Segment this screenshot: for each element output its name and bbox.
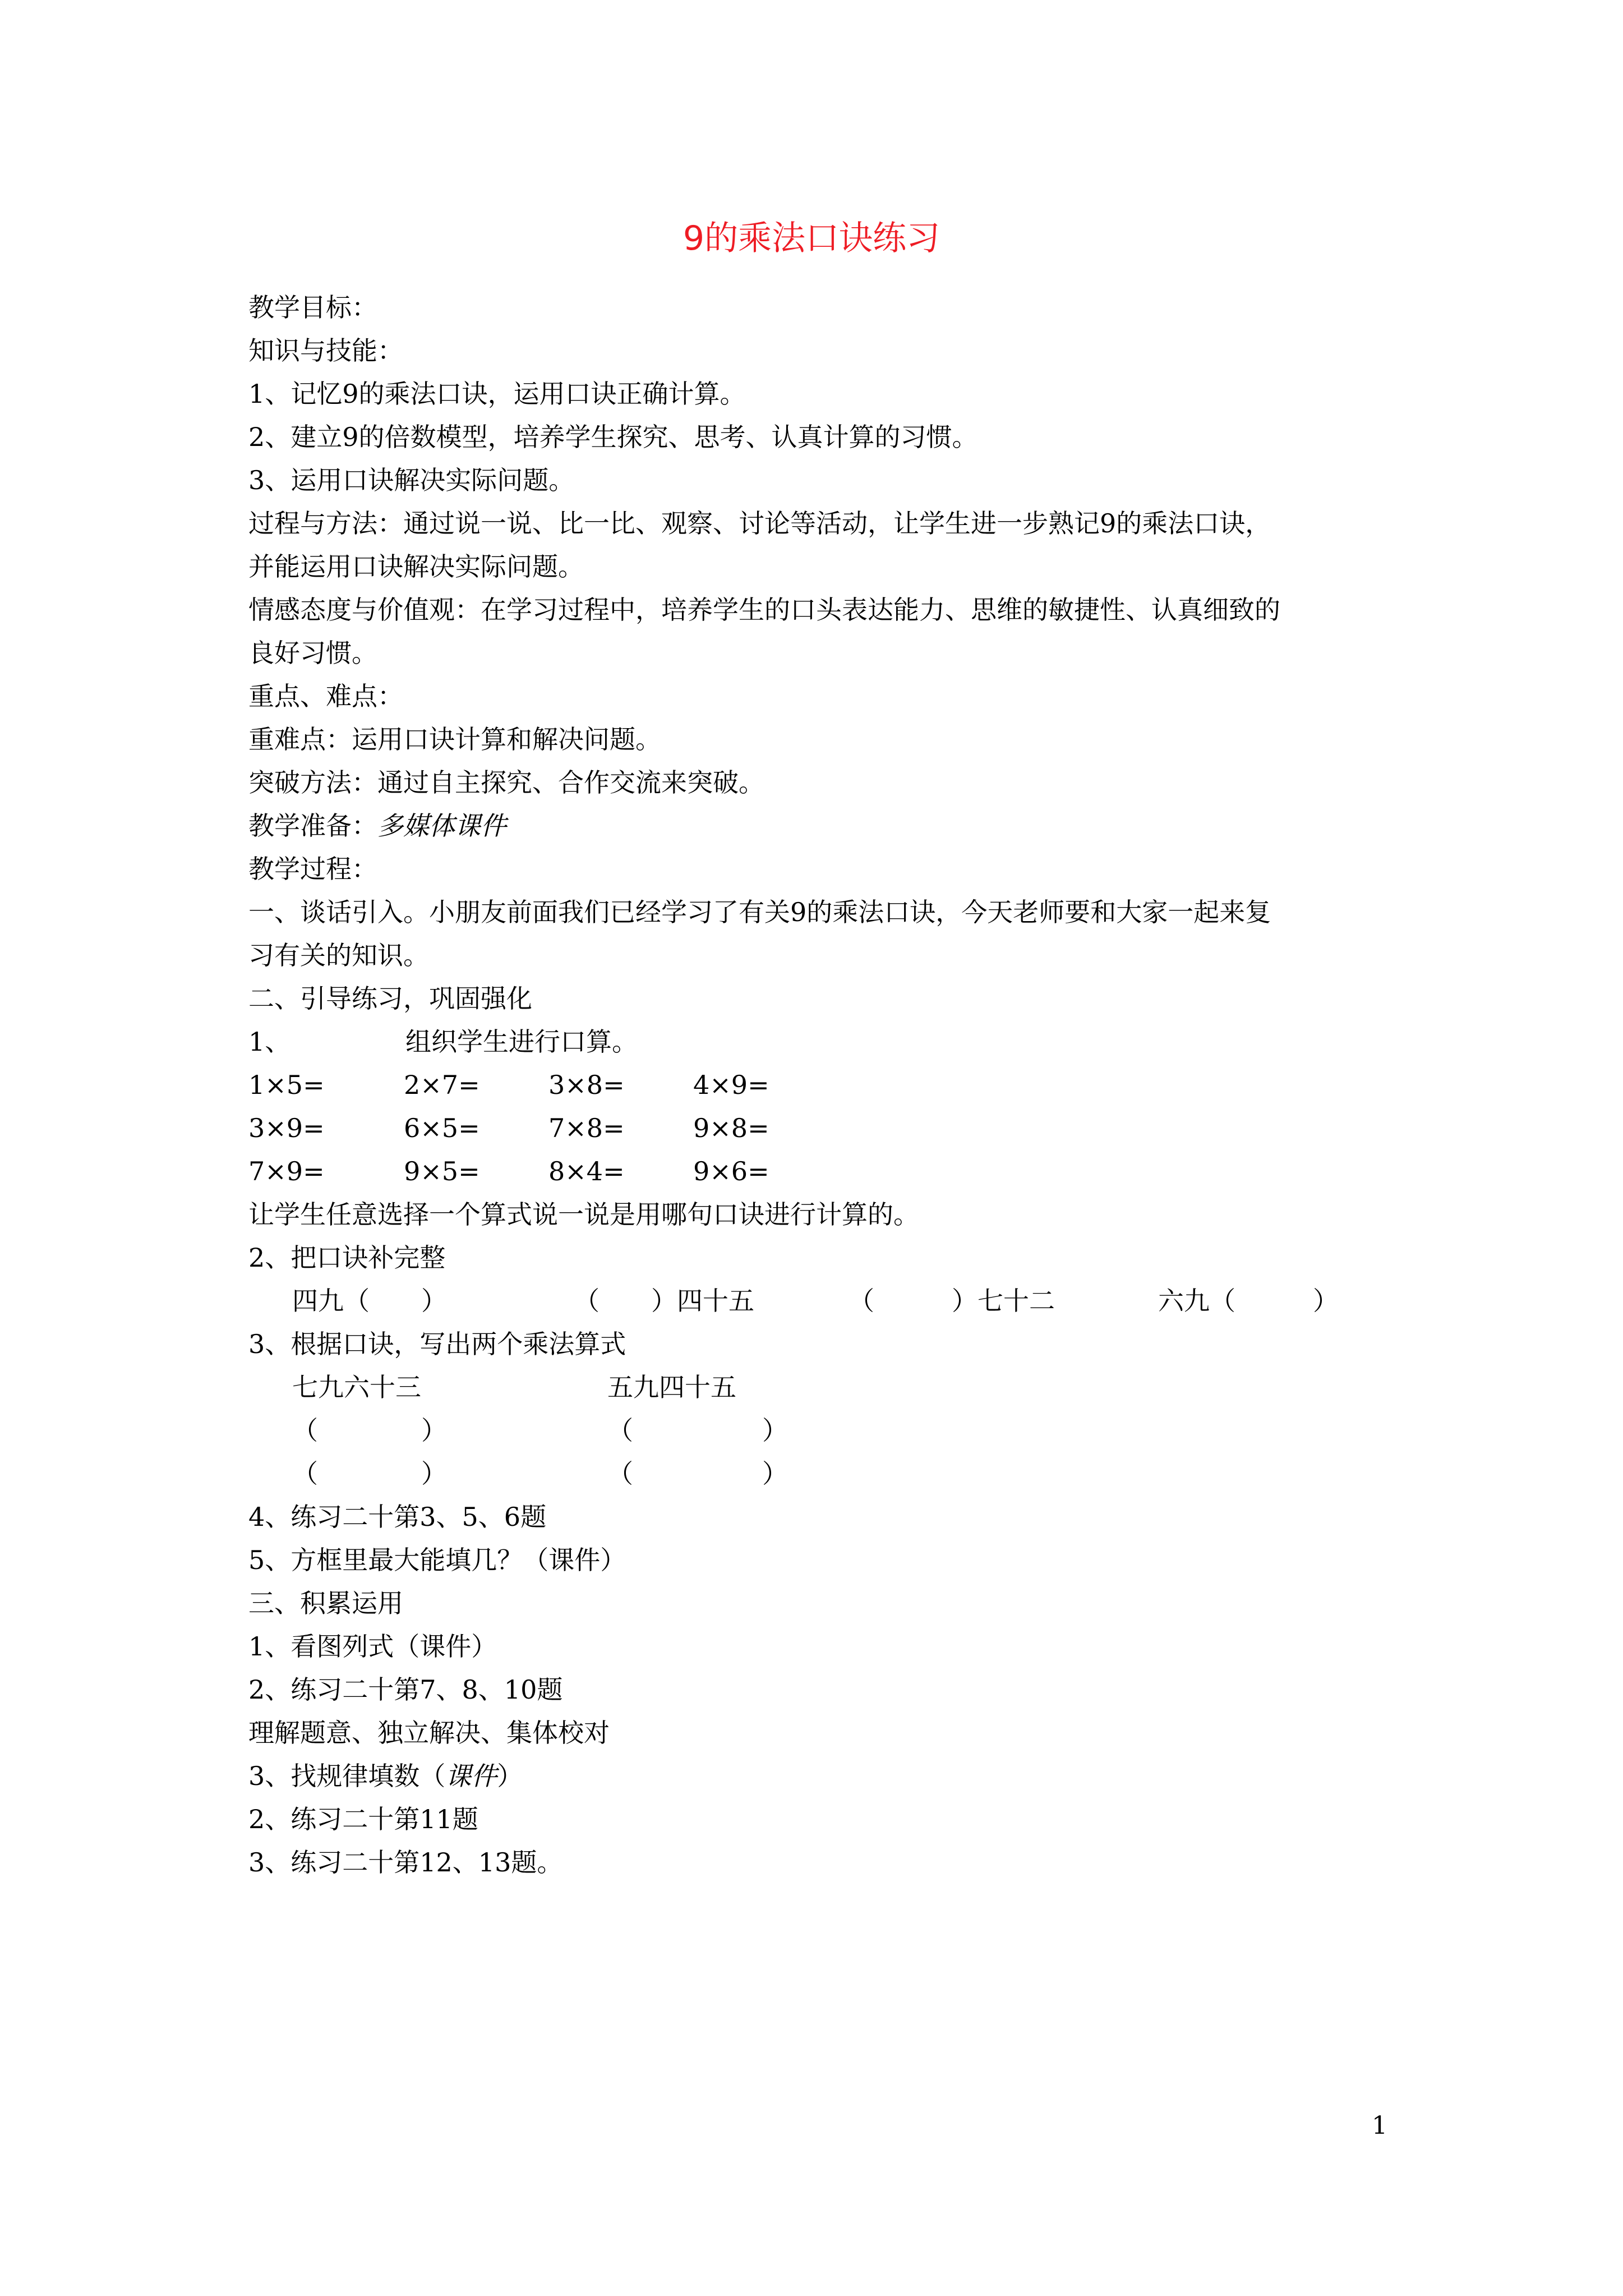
exercise-item bbox=[248, 1755, 1393, 1798]
goal-item: 1、记忆9的乘法口诀，运用口诀正确计算。 bbox=[248, 379, 746, 409]
item-text: 组织学生进行口算。 bbox=[405, 1027, 638, 1057]
calc-expression: 3×9= bbox=[248, 1113, 325, 1143]
intro-line: 习有关的知识。 bbox=[248, 940, 429, 970]
calc-row bbox=[248, 1064, 1393, 1107]
calc-expression: 9×8= bbox=[693, 1113, 769, 1143]
teaching-prep-label: 教学准备： bbox=[248, 811, 377, 841]
calc-note: 让学生任意选择一个算式说一说是用哪句口诀进行计算的。 bbox=[248, 1199, 919, 1230]
exercise-item: 2、练习二十第11题 bbox=[248, 1804, 478, 1834]
formula-blank-row bbox=[248, 1452, 1393, 1496]
breakthrough-method: 突破方法：通过自主探究、合作交流来突破。 bbox=[248, 767, 764, 798]
document-body bbox=[248, 286, 1393, 1884]
attitude-line: 情感态度与价值观：在学习过程中，培养学生的口头表达能力、思维的敏捷性、认真细致的 bbox=[248, 595, 1280, 625]
process-method-line: 并能运用口诀解决实际问题。 bbox=[248, 551, 584, 582]
calc-expression: 4×9= bbox=[693, 1070, 769, 1100]
exercise-prefix: 3、找规律填数（ bbox=[248, 1761, 446, 1791]
fill-blank: 六九（ ） bbox=[1158, 1286, 1339, 1316]
rhyme-text: 七九六十三 bbox=[292, 1372, 421, 1402]
fill-blank: 四九（ ） bbox=[292, 1286, 447, 1316]
complete-rhyme-item: 2、把口诀补完整 bbox=[248, 1243, 446, 1273]
fill-blank: （ ）四十五 bbox=[574, 1286, 754, 1316]
calc-expression: 9×6= bbox=[693, 1156, 769, 1186]
exercise-item: 5、方框里最大能填几？（课件） bbox=[248, 1545, 626, 1575]
calc-expression: 8×4= bbox=[548, 1156, 625, 1186]
teaching-prep bbox=[248, 804, 1393, 848]
rhyme-text: 五九四十五 bbox=[607, 1372, 736, 1402]
item-number: 1、 bbox=[248, 1027, 291, 1057]
calc-expression: 1×5= bbox=[248, 1070, 325, 1100]
exercise-italic: 课件 bbox=[445, 1761, 497, 1791]
formula-blank: （ ） bbox=[292, 1458, 447, 1489]
process-method-line: 过程与方法：通过说一说、比一比、观察、讨论等活动，让学生进一步熟记9的乘法口诀， bbox=[248, 508, 1271, 539]
formula-blank: （ ） bbox=[607, 1415, 788, 1446]
attitude-line: 良好习惯。 bbox=[248, 638, 377, 668]
fill-blank: （ ）七十二 bbox=[849, 1286, 1055, 1316]
section-heading-2: 二、引导练习，巩固强化 bbox=[248, 983, 532, 1014]
oral-calc-item bbox=[248, 1020, 1393, 1064]
write-formula-item: 3、根据口诀，写出两个乘法算式 bbox=[248, 1329, 626, 1359]
exercise-note: 理解题意、独立解决、集体校对 bbox=[248, 1718, 610, 1748]
exercise-item: 4、练习二十第3、5、6题 bbox=[248, 1502, 547, 1532]
calc-row bbox=[248, 1107, 1393, 1150]
exercise-item: 3、练习二十第12、13题。 bbox=[248, 1847, 563, 1878]
calc-expression: 3×8= bbox=[548, 1070, 625, 1100]
page-number: 1 bbox=[1372, 2111, 1387, 2140]
intro-line: 一、谈话引入。小朋友前面我们已经学习了有关9的乘法口诀，今天老师要和大家一起来复 bbox=[248, 897, 1271, 927]
goal-item: 2、建立9的倍数模型，培养学生探究、思考、认真计算的习惯。 bbox=[248, 422, 978, 452]
goal-item: 3、运用口诀解决实际问题。 bbox=[248, 465, 575, 495]
formula-row bbox=[248, 1366, 1393, 1409]
formula-blank: （ ） bbox=[292, 1415, 447, 1446]
section-heading-3: 三、积累运用 bbox=[248, 1588, 403, 1618]
key-heading: 重点、难点： bbox=[248, 681, 403, 711]
calc-expression: 9×5= bbox=[404, 1156, 480, 1186]
exercise-item: 1、看图列式（课件） bbox=[248, 1631, 497, 1662]
goals-heading: 教学目标： bbox=[248, 292, 377, 323]
calc-row bbox=[248, 1150, 1393, 1193]
document-title: 9的乘法口诀练习 bbox=[683, 219, 940, 258]
calc-expression: 6×5= bbox=[404, 1113, 480, 1143]
exercise-suffix: ） bbox=[497, 1761, 523, 1791]
process-heading: 教学过程： bbox=[248, 854, 377, 884]
calc-expression: 2×7= bbox=[404, 1070, 480, 1100]
calc-expression: 7×8= bbox=[548, 1113, 625, 1143]
fill-blank-row bbox=[248, 1280, 1393, 1323]
calc-expression: 7×9= bbox=[248, 1156, 325, 1186]
formula-blank-row bbox=[248, 1409, 1393, 1452]
formula-blank: （ ） bbox=[607, 1458, 788, 1489]
exercise-item: 2、练习二十第7、8、10题 bbox=[248, 1674, 563, 1705]
key-point: 重难点：运用口诀计算和解决问题。 bbox=[248, 724, 661, 754]
teaching-prep-value: 多媒体课件 bbox=[377, 811, 506, 841]
knowledge-heading: 知识与技能： bbox=[248, 335, 403, 366]
